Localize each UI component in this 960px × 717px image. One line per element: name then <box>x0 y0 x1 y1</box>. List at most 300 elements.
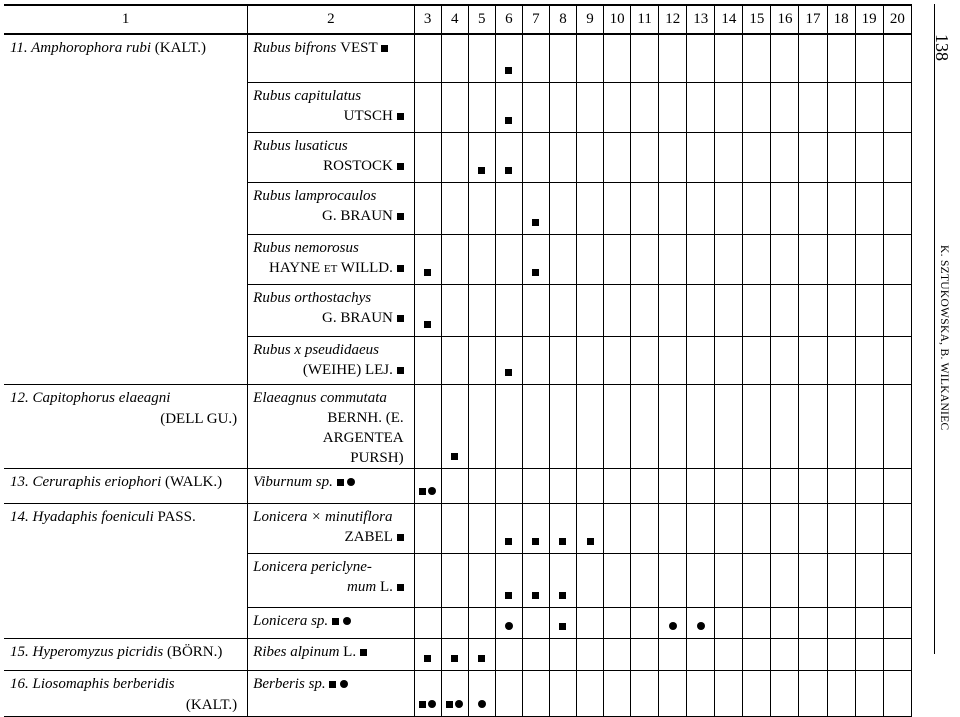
plant-author: ROSTOCK <box>323 157 393 174</box>
plant-name: Viburnum sp. <box>253 473 333 490</box>
occurrence-mark <box>478 650 485 665</box>
column-11-cell <box>631 553 659 607</box>
table-row <box>4 34 912 82</box>
col-header: 11 <box>631 5 659 34</box>
col-header: 5 <box>468 5 495 34</box>
column-19-cell <box>855 553 883 607</box>
occurrence-mark <box>424 650 431 665</box>
aphid-author: (KALT.) <box>185 696 238 713</box>
square-mark <box>559 538 566 545</box>
column-19-cell <box>855 82 883 132</box>
occurrence-mark <box>397 362 404 378</box>
column-14-cell <box>715 553 743 607</box>
column-15-cell <box>743 336 771 384</box>
column-16-cell <box>771 607 799 638</box>
column-19-cell <box>855 284 883 336</box>
host-plant-cell <box>248 638 414 670</box>
column-4-cell <box>441 336 468 384</box>
column-13-cell <box>687 503 715 553</box>
square-mark <box>397 113 404 120</box>
column-20-cell <box>883 336 911 384</box>
column-12-cell <box>659 82 687 132</box>
occurrence-mark <box>532 587 539 602</box>
column-15-cell <box>743 553 771 607</box>
square-mark <box>397 367 404 374</box>
plant-author: G. BRAUN <box>322 207 393 224</box>
plant-name: Rubus lamprocaulos <box>253 187 377 204</box>
aphid-cell <box>4 503 248 638</box>
column-18-cell <box>827 638 855 670</box>
dot-mark <box>505 622 513 630</box>
column-12-cell <box>659 503 687 553</box>
occurrence-mark <box>505 587 512 602</box>
column-8-cell <box>549 234 576 284</box>
square-mark <box>397 213 404 220</box>
plant-author-line <box>253 106 413 126</box>
occurrence-mark <box>329 676 348 692</box>
occurrence-mark <box>505 533 512 548</box>
column-18-cell <box>827 336 855 384</box>
column-14-cell <box>715 384 743 468</box>
column-13-cell <box>687 284 715 336</box>
column-18-cell <box>827 284 855 336</box>
occurrence-mark <box>419 696 436 711</box>
column-16-cell <box>771 670 799 716</box>
column-17-cell <box>799 182 827 234</box>
occurrence-mark <box>587 533 594 548</box>
occurrence-mark <box>397 579 404 595</box>
column-7-cell <box>522 638 549 670</box>
column-4-cell <box>441 82 468 132</box>
column-3-cell <box>414 182 441 234</box>
aphid-cell <box>4 34 248 384</box>
square-mark <box>419 488 426 495</box>
occurrence-mark <box>424 264 431 279</box>
occurrence-mark <box>381 40 388 56</box>
column-5-cell <box>468 182 495 234</box>
column-13-cell <box>687 670 715 716</box>
column-8-cell <box>549 670 576 716</box>
column-19-cell <box>855 132 883 182</box>
col-header: 19 <box>855 5 883 34</box>
column-18-cell <box>827 670 855 716</box>
column-13-cell <box>687 607 715 638</box>
column-20-cell <box>883 638 911 670</box>
column-19-cell <box>855 34 883 82</box>
column-5-cell <box>468 553 495 607</box>
square-mark <box>397 534 404 541</box>
col-header: 4 <box>441 5 468 34</box>
aphid-cell <box>4 638 248 670</box>
column-10-cell <box>604 284 631 336</box>
plant-author: ZABEL <box>344 528 393 545</box>
column-15-cell <box>743 182 771 234</box>
col-header: 15 <box>743 5 771 34</box>
column-11-cell <box>631 182 659 234</box>
column-4-cell <box>441 553 468 607</box>
column-15-cell <box>743 34 771 82</box>
column-16-cell <box>771 182 799 234</box>
column-17-cell <box>799 384 827 468</box>
col-header: 14 <box>715 5 743 34</box>
column-6-cell <box>495 553 522 607</box>
square-mark <box>505 117 512 124</box>
column-10-cell <box>604 234 631 284</box>
host-plant-cell <box>248 607 414 638</box>
column-11-cell <box>631 284 659 336</box>
aphid-name: Hyperomyzus picridis <box>32 643 164 660</box>
column-6-cell <box>495 384 522 468</box>
square-mark <box>424 269 431 276</box>
column-20-cell <box>883 34 911 82</box>
dot-mark <box>697 622 705 630</box>
column-11-cell <box>631 384 659 468</box>
col-header: 9 <box>576 5 603 34</box>
square-mark <box>397 163 404 170</box>
square-mark <box>505 67 512 74</box>
square-mark <box>424 655 431 662</box>
column-16-cell <box>771 468 799 503</box>
plant-author: PURSH) <box>350 449 404 466</box>
column-9-cell <box>576 670 603 716</box>
column-5-cell <box>468 468 495 503</box>
column-16-cell <box>771 384 799 468</box>
column-18-cell <box>827 34 855 82</box>
aphid-number: 15. <box>10 643 29 660</box>
square-mark <box>478 167 485 174</box>
column-5-cell <box>468 638 495 670</box>
column-12-cell <box>659 336 687 384</box>
plant-author: L. <box>343 643 357 660</box>
square-mark <box>337 479 344 486</box>
col-header: 1 <box>4 5 248 34</box>
column-9-cell <box>576 132 603 182</box>
column-8-cell <box>549 336 576 384</box>
column-9-cell <box>576 553 603 607</box>
column-8-cell <box>549 384 576 468</box>
column-12-cell <box>659 638 687 670</box>
column-5-cell <box>468 234 495 284</box>
column-3-cell <box>414 670 441 716</box>
plant-author-line <box>253 206 413 226</box>
column-10-cell <box>604 607 631 638</box>
square-mark <box>505 369 512 376</box>
column-15-cell <box>743 132 771 182</box>
column-13-cell <box>687 638 715 670</box>
column-16-cell <box>771 336 799 384</box>
column-9-cell <box>576 182 603 234</box>
column-20-cell <box>883 132 911 182</box>
square-mark <box>360 649 367 656</box>
host-plant-cell <box>248 132 414 182</box>
column-10-cell <box>604 132 631 182</box>
aphid-author: (DELL GU.) <box>160 410 238 427</box>
aphid-cell <box>4 384 248 468</box>
occurrence-mark <box>532 533 539 548</box>
column-9-cell <box>576 503 603 553</box>
column-14-cell <box>715 34 743 82</box>
dot-mark <box>340 680 348 688</box>
occurrence-mark <box>669 618 677 633</box>
occurrence-mark <box>505 618 513 633</box>
column-7-cell <box>522 468 549 503</box>
column-11-cell <box>631 638 659 670</box>
plant-author: G. BRAUN <box>322 309 393 326</box>
plant-name: Elaeagnus commutata <box>253 389 387 406</box>
column-12-cell <box>659 553 687 607</box>
col-header: 20 <box>883 5 911 34</box>
column-18-cell <box>827 234 855 284</box>
plant-author-line <box>253 527 413 547</box>
table-row <box>4 384 912 468</box>
host-plant-cell <box>248 182 414 234</box>
column-20-cell <box>883 468 911 503</box>
occurrence-mark <box>424 316 431 331</box>
column-4-cell <box>441 468 468 503</box>
square-mark <box>397 584 404 591</box>
column-18-cell <box>827 503 855 553</box>
col-header: 7 <box>522 5 549 34</box>
aphid-name: Liosomaphis berberidis <box>32 675 175 692</box>
plant-name: Rubus nemorosus <box>253 239 359 256</box>
column-9-cell <box>576 638 603 670</box>
column-18-cell <box>827 607 855 638</box>
column-7-cell <box>522 553 549 607</box>
column-5-cell <box>468 384 495 468</box>
column-5-cell <box>468 132 495 182</box>
column-13-cell <box>687 182 715 234</box>
column-6-cell <box>495 284 522 336</box>
column-7-cell <box>522 132 549 182</box>
aphid-cell <box>4 670 248 716</box>
column-17-cell <box>799 82 827 132</box>
column-7-cell <box>522 336 549 384</box>
square-mark <box>446 701 453 708</box>
occurrence-mark <box>332 613 351 629</box>
occurrence-mark <box>559 587 566 602</box>
column-13-cell <box>687 234 715 284</box>
occurrence-mark <box>397 529 404 545</box>
column-16-cell <box>771 34 799 82</box>
plant-name: Rubus bifrons <box>253 40 337 56</box>
column-19-cell <box>855 503 883 553</box>
column-8-cell <box>549 34 576 82</box>
column-15-cell <box>743 468 771 503</box>
occurrence-mark <box>532 264 539 279</box>
column-18-cell <box>827 468 855 503</box>
column-14-cell <box>715 468 743 503</box>
column-12-cell <box>659 34 687 82</box>
column-4-cell <box>441 638 468 670</box>
column-10-cell <box>604 503 631 553</box>
col-header: 6 <box>495 5 522 34</box>
plant-author-line <box>253 258 413 278</box>
column-17-cell <box>799 284 827 336</box>
col-header: 17 <box>799 5 827 34</box>
plant-author: BERNH. (E. ARGENTEA <box>322 409 404 446</box>
column-13-cell <box>687 468 715 503</box>
column-9-cell <box>576 468 603 503</box>
occurrence-mark <box>559 533 566 548</box>
col-header: 10 <box>604 5 631 34</box>
column-9-cell <box>576 234 603 284</box>
column-5-cell <box>468 336 495 384</box>
column-15-cell <box>743 638 771 670</box>
plant-name: Ribes alpinum <box>253 643 340 660</box>
dot-mark <box>343 617 351 625</box>
column-3-cell <box>414 384 441 468</box>
dot-mark <box>478 700 486 708</box>
col-header: 13 <box>687 5 715 34</box>
col-header: 18 <box>827 5 855 34</box>
column-12-cell <box>659 607 687 638</box>
square-mark <box>332 618 339 625</box>
column-13-cell <box>687 34 715 82</box>
column-14-cell <box>715 670 743 716</box>
column-6-cell <box>495 336 522 384</box>
column-13-cell <box>687 132 715 182</box>
column-8-cell <box>549 182 576 234</box>
plant-name: Rubus capitulatus <box>253 87 362 104</box>
plant-name: Lonicera sp. <box>253 612 329 629</box>
col-header: 3 <box>414 5 441 34</box>
column-19-cell <box>855 638 883 670</box>
aphid-name: Capitophorus elaeagni <box>32 389 171 406</box>
column-7-cell <box>522 670 549 716</box>
square-mark <box>532 592 539 599</box>
column-12-cell <box>659 670 687 716</box>
column-19-cell <box>855 234 883 284</box>
column-10-cell <box>604 336 631 384</box>
column-18-cell <box>827 132 855 182</box>
column-20-cell <box>883 503 911 553</box>
occurrence-mark <box>478 162 485 177</box>
column-20-cell <box>883 553 911 607</box>
square-mark <box>329 681 336 688</box>
column-20-cell <box>883 284 911 336</box>
header-row <box>4 5 912 34</box>
column-12-cell <box>659 468 687 503</box>
col-header: 12 <box>659 5 687 34</box>
column-9-cell <box>576 336 603 384</box>
host-plant-cell <box>248 336 414 384</box>
plant-name: Rubus lusaticus <box>253 137 348 154</box>
column-12-cell <box>659 182 687 234</box>
occurrence-mark <box>532 214 539 229</box>
column-20-cell <box>883 182 911 234</box>
column-13-cell <box>687 384 715 468</box>
column-6-cell <box>495 34 522 82</box>
column-17-cell <box>799 34 827 82</box>
plant-author: UTSCH <box>343 107 393 124</box>
host-plant-cell <box>248 82 414 132</box>
column-5-cell <box>468 34 495 82</box>
square-mark <box>397 315 404 322</box>
species-table <box>4 4 912 717</box>
column-3-cell <box>414 82 441 132</box>
square-mark <box>451 655 458 662</box>
column-7-cell <box>522 503 549 553</box>
column-3-cell <box>414 607 441 638</box>
square-mark <box>505 592 512 599</box>
column-8-cell <box>549 553 576 607</box>
column-9-cell <box>576 384 603 468</box>
column-15-cell <box>743 503 771 553</box>
dot-mark <box>669 622 677 630</box>
column-14-cell <box>715 336 743 384</box>
column-5-cell <box>468 607 495 638</box>
plant-author: HAYNE et WILLD. <box>269 259 393 276</box>
column-4-cell <box>441 234 468 284</box>
column-19-cell <box>855 670 883 716</box>
column-8-cell <box>549 638 576 670</box>
plant-name: Rubus orthostachys <box>253 289 372 306</box>
column-6-cell <box>495 468 522 503</box>
column-6-cell <box>495 638 522 670</box>
plant-author-line <box>253 156 413 176</box>
column-15-cell <box>743 670 771 716</box>
occurrence-mark <box>397 310 404 326</box>
column-3-cell <box>414 132 441 182</box>
column-3-cell <box>414 336 441 384</box>
column-11-cell <box>631 607 659 638</box>
column-19-cell <box>855 468 883 503</box>
column-4-cell <box>441 132 468 182</box>
square-mark <box>532 219 539 226</box>
host-plant-cell <box>248 234 414 284</box>
column-4-cell <box>441 284 468 336</box>
occurrence-mark <box>397 158 404 174</box>
plant-name-cont: mum <box>347 578 377 595</box>
column-17-cell <box>799 503 827 553</box>
square-mark <box>587 538 594 545</box>
column-17-cell <box>799 607 827 638</box>
column-11-cell <box>631 670 659 716</box>
aphid-number: 16. <box>10 675 29 692</box>
column-8-cell <box>549 82 576 132</box>
plant-name: Lonicera periclyne- <box>253 558 372 575</box>
column-14-cell <box>715 82 743 132</box>
column-4-cell <box>441 182 468 234</box>
column-17-cell <box>799 234 827 284</box>
occurrence-mark <box>559 618 566 633</box>
column-7-cell <box>522 34 549 82</box>
column-5-cell <box>468 284 495 336</box>
host-plant-cell <box>248 670 414 716</box>
aphid-cell <box>4 468 248 503</box>
column-14-cell <box>715 182 743 234</box>
column-7-cell <box>522 384 549 468</box>
column-15-cell <box>743 234 771 284</box>
plant-name: Berberis sp. <box>253 675 326 692</box>
host-plant-cell <box>248 384 414 468</box>
column-6-cell <box>495 132 522 182</box>
dot-mark <box>428 487 436 495</box>
aphid-name: Amphorophora rubi <box>31 40 151 56</box>
column-19-cell <box>855 384 883 468</box>
column-17-cell <box>799 670 827 716</box>
occurrence-mark <box>451 448 458 463</box>
host-plant-cell <box>248 468 414 503</box>
plant-author: L. <box>379 578 393 595</box>
column-4-cell <box>441 503 468 553</box>
occurrence-mark <box>419 483 436 498</box>
column-17-cell <box>799 336 827 384</box>
column-4-cell <box>441 607 468 638</box>
table-row <box>4 468 912 503</box>
occurrence-mark <box>697 618 705 633</box>
column-17-cell <box>799 468 827 503</box>
